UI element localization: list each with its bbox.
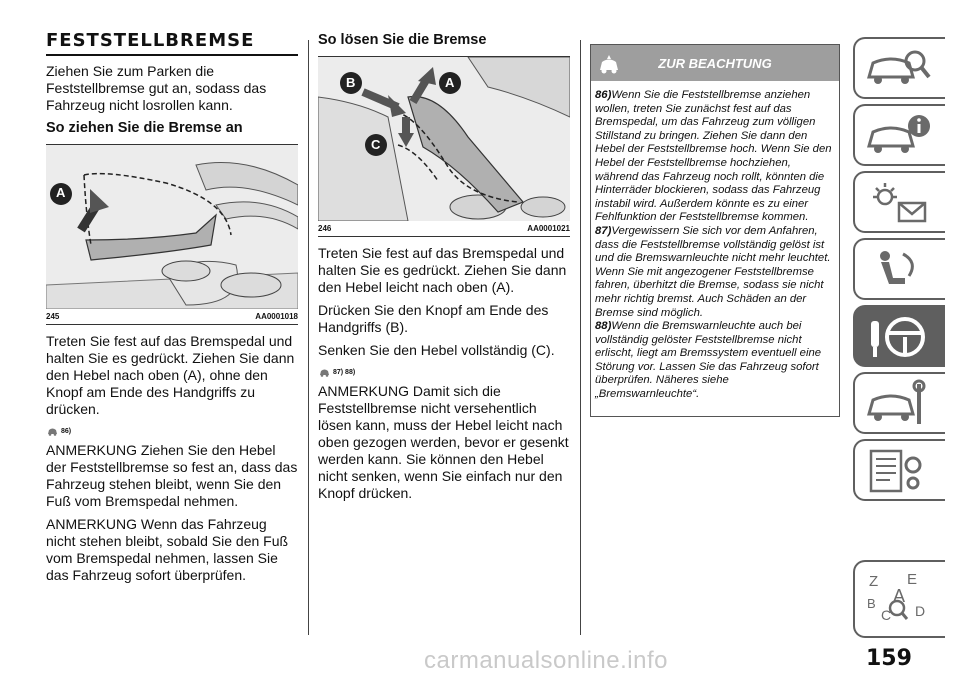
chapter-sidebar xyxy=(853,0,945,678)
chapter-tab-warning-lights[interactable] xyxy=(853,171,945,233)
chapter-tab-safety[interactable] xyxy=(853,238,945,300)
chapter-tab-dashboard[interactable] xyxy=(853,104,945,166)
note-paragraph-1: ANMERKUNG Ziehen Sie den Hebel der Feststellbremse so fest an, dass das Fahrzeug stehen bleibt, wenn Sie den Fuß vom Bremspedal nehmen. xyxy=(46,442,298,509)
airbag-person-icon xyxy=(863,244,933,296)
figure-label-c: C xyxy=(371,137,381,152)
figure-246 xyxy=(318,57,570,221)
figure-caption xyxy=(46,309,298,324)
note-paragraph: ANMERKUNG Damit sich die Feststellbremse nicht versehentlich lösen kann, muss der Hebel leicht nach oben gezogen werden, bevor er gesenkt werden kann. Sie können den Hebel nicht senken, wenn Sie einfach nur den Knopf drücken. xyxy=(318,383,569,501)
watermark: carmanualsonline.info xyxy=(424,647,668,674)
index-letter: B xyxy=(867,596,876,611)
steering-wheel-key-icon xyxy=(863,311,933,363)
figure-code: AA0001018 xyxy=(255,312,298,321)
sub-heading-apply: So ziehen Sie die Bremse an xyxy=(46,120,243,136)
apply-paragraph: Treten Sie fest auf das Bremspedal und halten Sie es gedrückt. Ziehen Sie dann den Hebel nach oben (A), ohne den Knopf am Ende des Handgriffs zu drücken. xyxy=(46,333,295,417)
column-divider-1 xyxy=(308,40,309,635)
figure-bottom-rule xyxy=(318,236,570,237)
index-letters-icon xyxy=(863,566,933,626)
reference-number: 86) xyxy=(61,428,72,435)
index-letter: D xyxy=(915,603,926,619)
section-heading: FESTSTELLBREMSE xyxy=(46,30,255,51)
chapter-tab-maintenance[interactable] xyxy=(853,372,945,434)
warning-car-icon xyxy=(597,53,621,75)
warning-title: ZUR BEACHTUNG xyxy=(658,55,772,71)
figure-caption xyxy=(318,221,570,236)
note-paragraph-2: ANMERKUNG Wenn das Fahrzeug nicht stehen bleibt, sobald Sie den Fuß vom Bremspedal nehmen, lassen Sie das Fahrzeug sofort überprüfen. xyxy=(46,516,289,583)
index-letter: E xyxy=(907,571,918,588)
chapter-tab-technical-data[interactable] xyxy=(853,439,945,501)
warning-box xyxy=(590,44,840,417)
release-paragraph-2: Drücken Sie den Knopf am Ende des Handgriffs (B). xyxy=(318,302,549,335)
release-paragraph-1: Treten Sie fest auf das Bremspedal und halten Sie es gedrückt. Ziehen Sie dann den Hebel leicht nach oben (A). xyxy=(318,245,567,295)
chapter-tab-index[interactable] xyxy=(853,560,945,638)
column-divider-2 xyxy=(580,40,581,635)
intro-paragraph: Ziehen Sie zum Parken die Feststellbremse gut an, sodass das Fahrzeug nicht losrollen kann. xyxy=(46,63,267,113)
figure-number: 246 xyxy=(318,224,332,233)
warning-car-icon xyxy=(46,424,59,437)
index-letter: C xyxy=(881,607,892,623)
handbrake-apply-illustration xyxy=(46,145,298,309)
column-left xyxy=(46,30,298,590)
warning-car-icon xyxy=(318,365,331,378)
warning-lights-icon xyxy=(863,177,933,229)
figure-label-b: B xyxy=(346,75,356,90)
sub-heading-release: So lösen Sie die Bremse xyxy=(318,32,487,48)
heading-rule xyxy=(46,54,298,56)
figure-label-a: A xyxy=(445,75,455,90)
figure-bottom-rule xyxy=(46,324,298,325)
list-gears-icon xyxy=(863,445,933,497)
chapter-tab-starting-driving[interactable] xyxy=(853,305,945,367)
reference-marker xyxy=(318,365,570,378)
index-letter: A xyxy=(893,586,906,606)
car-info-icon xyxy=(863,110,933,162)
figure-label-a: A xyxy=(56,185,66,200)
car-wrench-icon xyxy=(863,378,933,430)
page-number: 159 xyxy=(866,646,912,671)
figure-code: AA0001021 xyxy=(527,224,570,233)
handbrake-release-illustration xyxy=(318,57,570,221)
chapter-tab-knowing-car[interactable] xyxy=(853,37,945,99)
car-search-icon xyxy=(863,43,933,95)
warning-item: 86)Wenn Sie die Feststellbremse anziehen wollen, treten Sie zunächst fest auf das Bremspedal, um das Fahrzeug zum völligen Stillstand zu bringen. Ziehen Sie dann den Hebel der Feststellbremse hoch. Wenn Sie den Hebel der Feststellbremse hochziehen, während das Fahrzeug noch rollt, könnten die Hinterräder blockieren, sodass das Fahrzeug instabil wird. Außerdem könnte es zu einer Fehlfunktion der Feststellbremse kommen. xyxy=(595,89,832,224)
warning-header xyxy=(591,45,839,81)
warning-body xyxy=(591,81,839,416)
reference-marker xyxy=(46,424,298,437)
figure-245 xyxy=(46,145,298,309)
warning-item: 88)Wenn die Bremswarnleuchte auch bei vollständig gelöster Feststellbremse nicht erlischt, liegt am Bremssystem eventuell eine Störung vor. Lassen Sie das Fahrzeug sofort überprüfen. Näheres siehe „Bremswarnleuchte“. xyxy=(595,320,822,401)
release-paragraph-3: Senken Sie den Hebel vollständig (C). xyxy=(318,342,555,358)
index-letter: Z xyxy=(869,573,879,590)
warning-item: 87)Vergewissern Sie sich vor dem Anfahren, dass die Feststellbremse vollständig gelöst ist und die Bremswarnleuchte nicht mehr leuchtet. Wenn Sie mit angezogener Feststellbremse fahren, überhitzt die Bremse, sodass sie nicht mehr richtig bremst. Auch Schäden an der Bremse sind möglich. xyxy=(595,224,831,319)
column-middle xyxy=(318,30,570,508)
reference-numbers: 87) 88) xyxy=(333,369,356,376)
figure-number: 245 xyxy=(46,312,60,321)
column-right xyxy=(590,44,840,417)
